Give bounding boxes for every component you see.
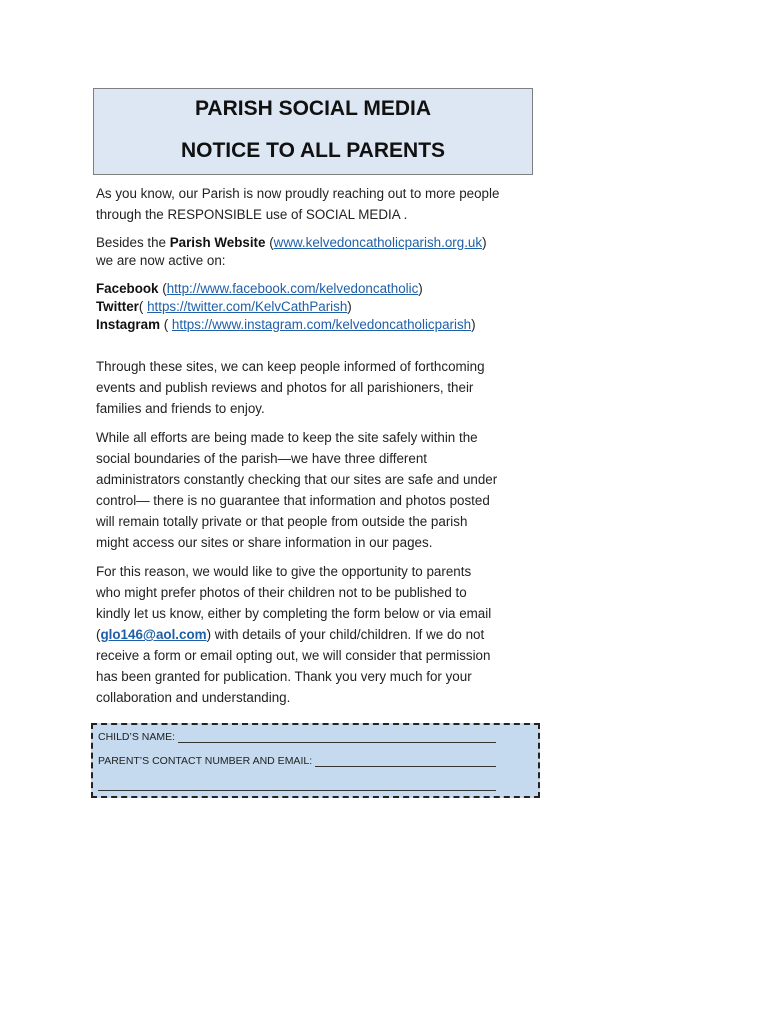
contact-email-text: glo146@aol.com bbox=[100, 627, 207, 642]
instagram-link[interactable]: https://www.instagram.com/kelvedoncatholicparish bbox=[171, 317, 472, 332]
website-prefix: Besides the bbox=[96, 235, 170, 250]
website-line-2: we are now active on: bbox=[96, 253, 226, 268]
reason-line-6: has been granted for publication. Thank you very much for your bbox=[96, 669, 472, 684]
social-links-list bbox=[96, 280, 536, 334]
parent-contact-row bbox=[98, 755, 496, 767]
reason-line-5: receive a form or email opting out, we will consider that permission bbox=[96, 648, 491, 663]
extra-contact-row bbox=[98, 779, 496, 791]
efforts-line-3: administrators constantly checking that our sites are safe and under bbox=[96, 472, 498, 487]
intro-line-2: through the RESPONSIBLE use of SOCIAL MEDIA . bbox=[96, 207, 408, 222]
facebook-open-paren: ( bbox=[158, 281, 167, 296]
website-open-paren: ( bbox=[265, 235, 274, 250]
efforts-line-6: might access our sites or share information in our pages. bbox=[96, 535, 433, 550]
child-name-field[interactable] bbox=[178, 731, 496, 743]
child-name-row bbox=[98, 731, 496, 743]
website-close-paren: ) bbox=[482, 235, 487, 250]
social-item-facebook bbox=[96, 280, 536, 298]
reason-line-3: kindly let us know, either by completing the form below or via email bbox=[96, 606, 492, 621]
opt-out-form bbox=[91, 723, 540, 798]
twitter-open-paren: ( bbox=[138, 299, 148, 314]
notice-body bbox=[96, 183, 536, 708]
instagram-close-paren: ) bbox=[471, 317, 476, 332]
contact-email-link[interactable] bbox=[100, 627, 206, 642]
reason-line-1: For this reason, we would like to give the opportunity to parents bbox=[96, 564, 472, 579]
reason-line-7: collaboration and understanding. bbox=[96, 690, 291, 705]
website-paragraph bbox=[96, 234, 536, 270]
parish-website-link[interactable]: www.kelvedoncatholicparish.org.uk bbox=[273, 235, 483, 250]
facebook-link[interactable]: http://www.facebook.com/kelvedoncatholic bbox=[166, 281, 419, 296]
twitter-close-paren: ) bbox=[347, 299, 352, 314]
sites-paragraph bbox=[96, 356, 536, 419]
social-item-twitter bbox=[96, 298, 536, 316]
efforts-line-5: will remain totally private or that people from outside the parish bbox=[96, 514, 468, 529]
page-subtitle: NOTICE TO ALL PARENTS bbox=[180, 139, 446, 162]
twitter-label: Twitter bbox=[96, 299, 139, 314]
intro-line-1: As you know, our Parish is now proudly reaching out to more people bbox=[96, 186, 500, 201]
website-label: Parish Website bbox=[169, 235, 266, 250]
efforts-line-2: social boundaries of the parish—we have three different bbox=[96, 451, 427, 466]
sites-line-1: Through these sites, we can keep people informed of forthcoming bbox=[96, 359, 485, 374]
intro-paragraph bbox=[96, 183, 536, 225]
facebook-close-paren: ) bbox=[418, 281, 423, 296]
efforts-line-1: While all efforts are being made to keep the site safely within the bbox=[96, 430, 478, 445]
child-name-label: CHILD’S NAME: bbox=[98, 731, 176, 743]
facebook-label: Facebook bbox=[96, 281, 159, 296]
reason-paragraph bbox=[96, 561, 536, 708]
reason-email-open-paren: ( bbox=[96, 627, 101, 642]
sites-line-3: families and friends to enjoy. bbox=[96, 401, 265, 416]
reason-line-4: ) with details of your child/children. If we do not bbox=[206, 627, 485, 642]
parent-contact-field[interactable] bbox=[315, 755, 496, 767]
efforts-line-4: control— there is no guarantee that information and photos posted bbox=[96, 493, 490, 508]
efforts-paragraph bbox=[96, 427, 536, 553]
instagram-open-paren: ( bbox=[160, 317, 172, 332]
twitter-link[interactable]: https://twitter.com/KelvCathParish bbox=[147, 299, 348, 314]
instagram-label: Instagram bbox=[96, 317, 160, 332]
page-title: PARISH SOCIAL MEDIA bbox=[194, 97, 432, 120]
social-item-instagram bbox=[96, 316, 536, 334]
notice-title-box bbox=[93, 88, 533, 175]
extra-contact-field[interactable] bbox=[98, 779, 496, 791]
reason-line-2: who might prefer photos of their children not to be published to bbox=[96, 585, 467, 600]
parent-contact-label: PARENT’S CONTACT NUMBER AND EMAIL: bbox=[98, 755, 313, 767]
sites-line-2: events and publish reviews and photos for all parishioners, their bbox=[96, 380, 474, 395]
